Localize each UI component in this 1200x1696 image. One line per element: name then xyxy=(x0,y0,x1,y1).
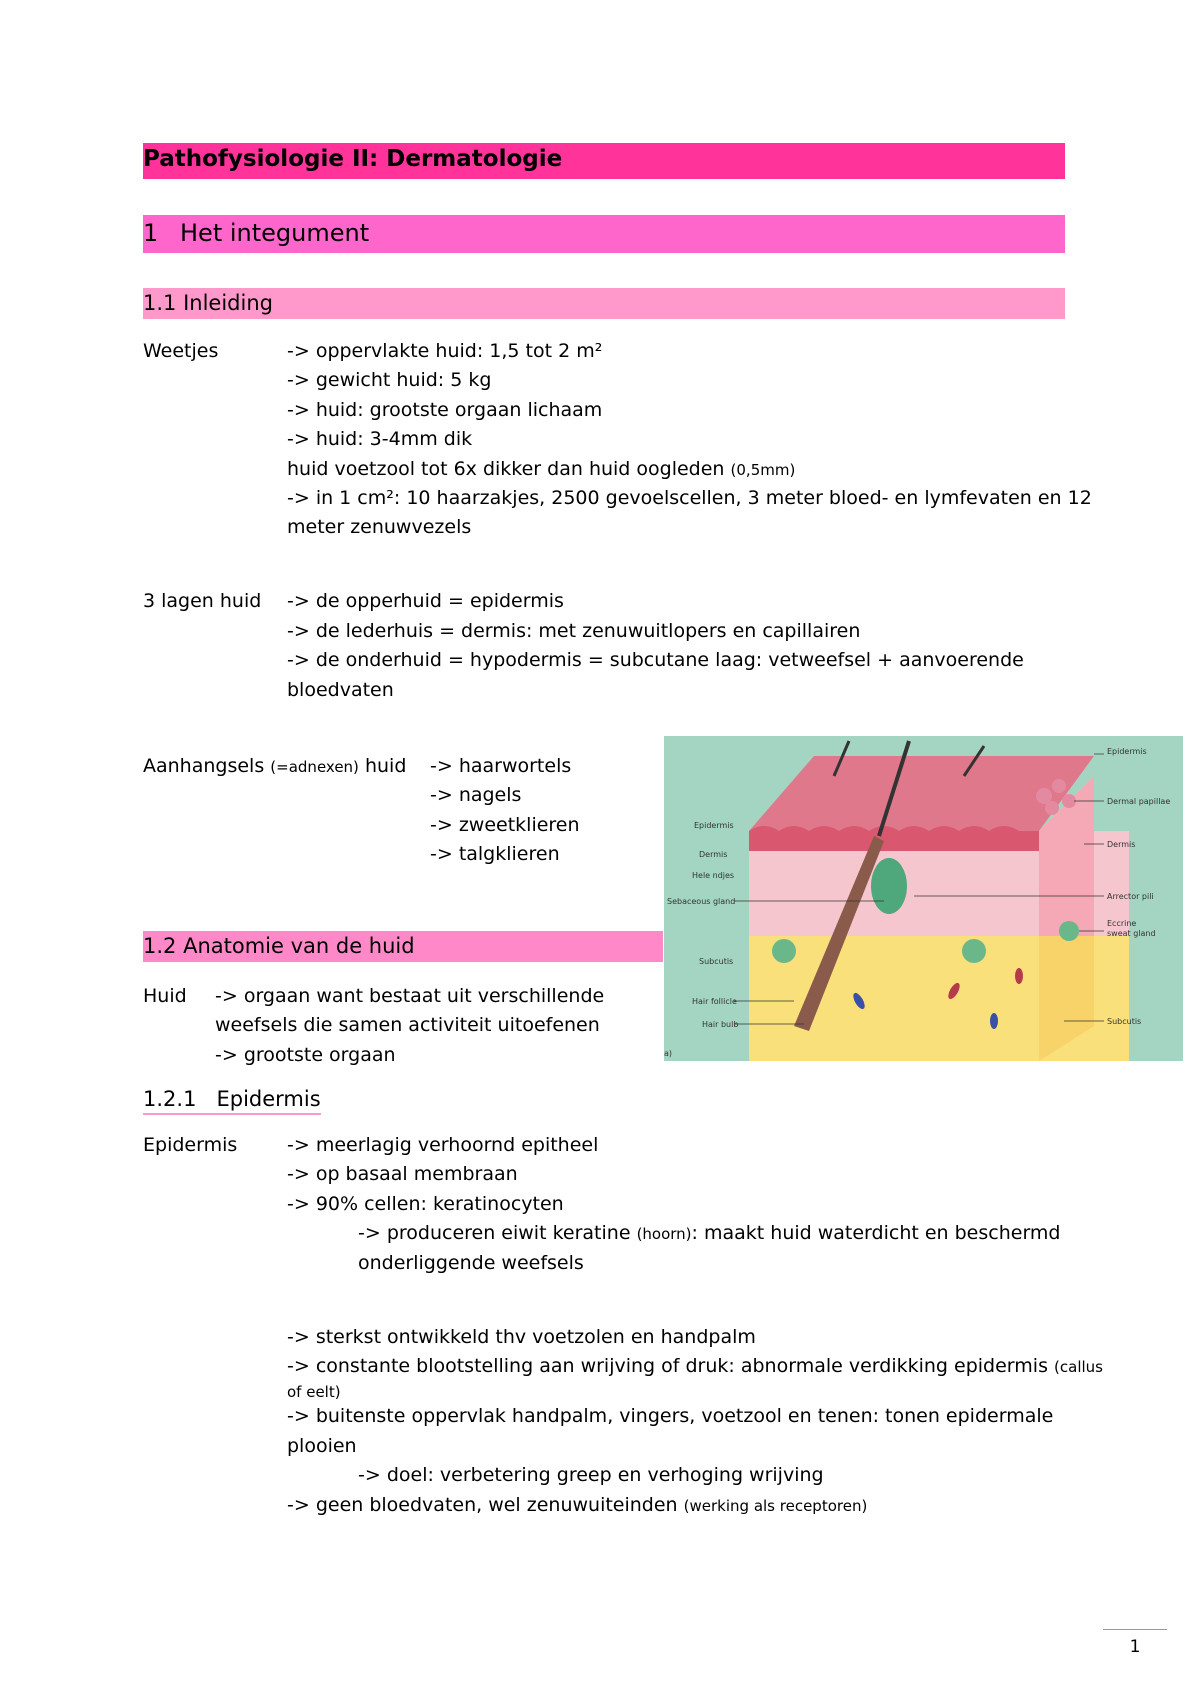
document-title: Pathofysiologie II: Dermatologie xyxy=(143,146,563,172)
fig-label-arrector-pili: Arrector pili xyxy=(1107,892,1154,901)
epidermis-text-end: : maakt huid waterdicht en beschermd xyxy=(691,1222,1061,1244)
heading-2-band xyxy=(143,288,1065,319)
epidermis-label: Epidermis xyxy=(143,1134,238,1156)
fig-label-helendjes: Hele ndjes xyxy=(692,871,735,880)
heading-epidermis xyxy=(143,1085,321,1115)
skin-anatomy-figure xyxy=(664,736,1183,1061)
page-number: 1 xyxy=(1103,1629,1167,1657)
lagen-line: -> de opperhuid = epidermis xyxy=(287,590,564,612)
heading-epidermis-number: 1.2.1 xyxy=(143,1087,197,1111)
epidermis-text: -> constante blootstelling aan wrijving of druk: abnormale verdikking epidermis xyxy=(287,1355,1048,1377)
epidermis-line: -> 90% cellen: keratinocyten xyxy=(287,1193,564,1215)
weetjes-line: meter zenuwvezels xyxy=(287,516,472,538)
lagen-line: bloedvaten xyxy=(287,679,394,701)
weetjes-line xyxy=(287,455,795,485)
weetjes-label: Weetjes xyxy=(143,340,219,362)
weetjes-line: -> oppervlakte huid: 1,5 tot 2 m² xyxy=(287,340,603,362)
huid-line: -> grootste orgaan xyxy=(215,1044,396,1066)
fig-label-hair-follicle: Hair follicle xyxy=(692,997,737,1006)
heading-1-text: Het integument xyxy=(180,219,370,247)
weetjes-note: (0,5mm) xyxy=(730,461,796,479)
epidermis-line: -> op basaal membraan xyxy=(287,1163,518,1185)
aanhangsels-word-end: huid xyxy=(364,755,407,777)
fig-label-epidermis: Epidermis xyxy=(1107,747,1147,756)
epidermis-note: (werking als receptoren) xyxy=(683,1497,868,1515)
epidermis-line: -> meerlagig verhoornd epitheel xyxy=(287,1134,599,1156)
fig-panel-label: a) xyxy=(664,1049,673,1058)
epidermis-text: -> geen bloedvaten, wel zenuwuiteinden xyxy=(287,1494,678,1516)
weetjes-line: -> huid: 3-4mm dik xyxy=(287,428,473,450)
fig-label-epidermis-left: Epidermis xyxy=(694,821,734,830)
weetjes-line: -> huid: grootste orgaan lichaam xyxy=(287,399,603,421)
epidermis-note-line: of eelt) xyxy=(287,1383,341,1401)
aanhangsels-word: Aanhangsels xyxy=(143,755,265,777)
epidermis-line: -> buitenste oppervlak handpalm, vingers, voetzool en tenen: tonen epidermale xyxy=(287,1405,1054,1427)
lagen-line: -> de onderhuid = hypodermis = subcutane laag: vetweefsel + aanvoerende xyxy=(287,649,1024,671)
fig-label-eccrine: Eccrine xyxy=(1107,919,1137,928)
fig-label-dermal-papillae: Dermal papillae xyxy=(1107,797,1171,806)
epidermis-line: onderliggende weefsels xyxy=(358,1252,584,1274)
fig-label-dermis: Dermis xyxy=(1107,840,1136,849)
aanhangsels-line: -> nagels xyxy=(430,784,522,806)
epidermis-line: plooien xyxy=(287,1435,357,1457)
epidermis-line xyxy=(287,1491,867,1521)
aanhangsels-line: -> zweetklieren xyxy=(430,814,580,836)
epidermis-text: -> produceren eiwit keratine xyxy=(358,1222,631,1244)
weetjes-line: -> gewicht huid: 5 kg xyxy=(287,369,492,391)
heading-1-number: 1 xyxy=(143,219,159,247)
aanhangsels-line: -> haarwortels xyxy=(430,755,572,777)
aanhangsels-line: -> talgklieren xyxy=(430,843,560,865)
epidermis-line xyxy=(358,1219,1061,1249)
huid-line: weefsels die samen activiteit uitoefenen xyxy=(215,1014,600,1036)
weetjes-text: huid voetzool tot 6x dikker dan huid oogleden xyxy=(287,458,725,480)
epidermis-note: (hoorn) xyxy=(636,1225,692,1243)
heading-inleiding: 1.1 Inleiding xyxy=(143,291,273,315)
fig-label-sebaceous-gland: Sebaceous gland xyxy=(667,897,736,906)
fig-label-dermis-left: Dermis xyxy=(699,850,728,859)
fig-label-subcutis: Subcutis xyxy=(1107,1017,1142,1026)
huid-label: Huid xyxy=(143,985,187,1007)
huid-line: -> orgaan want bestaat uit verschillende xyxy=(215,985,605,1007)
epidermis-line: -> sterkst ontwikkeld thv voetzolen en handpalm xyxy=(287,1326,756,1348)
fig-label-hair-bulb: Hair bulb xyxy=(702,1020,739,1029)
heading-epidermis-text: Epidermis xyxy=(216,1087,321,1111)
epidermis-line xyxy=(287,1352,1103,1382)
lagen-label: 3 lagen huid xyxy=(143,590,262,612)
epidermis-line: -> doel: verbetering greep en verhoging wrijving xyxy=(358,1464,824,1486)
heading-anatomie: 1.2 Anatomie van de huid xyxy=(143,934,415,958)
lagen-line: -> de lederhuis = dermis: met zenuwuitlopers en capillairen xyxy=(287,620,861,642)
weetjes-line: -> in 1 cm²: 10 haarzakjes, 2500 gevoelscellen, 3 meter bloed- en lymfevaten en 12 xyxy=(287,487,1092,509)
fig-label-sweat-gland: sweat gland xyxy=(1107,929,1156,938)
fig-label-subcutis-left: Subcutis xyxy=(699,957,734,966)
aanhangsels-note: (=adnexen) xyxy=(270,758,359,776)
aanhangsels-label xyxy=(143,752,406,782)
epidermis-note: (callus xyxy=(1054,1358,1103,1376)
